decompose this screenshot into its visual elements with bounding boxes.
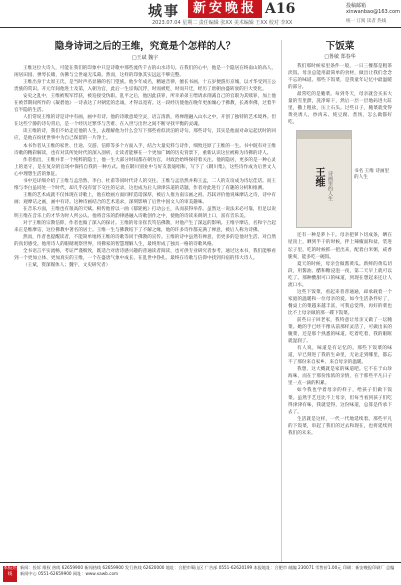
page-footer xyxy=(0,562,401,585)
book-caption: 书名 王维 诗画里的人生 xyxy=(354,169,390,181)
article-paragraph: 本书作者从王维的家世、仕途、交游、信仰等多个方面入手，结合大量史料与诗作，细致还原了王维的一生。书中既有对王维诗歌的精彩解读，也有对其所处时代的深入剖析，让读者能够在一个更加广阔的历史背景下，重新认识这位被称为诗佛的诗人。 xyxy=(14,143,276,156)
article-paragraph: 王维这位大诗人，可能在我们的印象中只是诗歌中那些流传千古的山水诗句。在我们的心中，他是一个隐居在终南山的高人，闲居田园、弹琴长啸，仿佛与尘世毫无瓜葛。然而，这样的印象其实远远不够完整。 xyxy=(14,66,276,79)
article-paragraph: 夏天的时候，母亲会做酱黄瓜。新鲜的黄瓜切段，用酱油、醋和糖浸泡一夜，第二天早上就可以吃了。那种酸甜可口的味道，到现在想起来还让人流口水。 xyxy=(288,261,392,288)
article-paragraph: 如今我也学着母亲的样子，给孩子们做下饭菜。虽然手艺还比不上母亲，但每当看到孩子们吃得津津有味，我就觉得，这份味道，总算是传承下去了。 xyxy=(288,388,392,415)
left-article xyxy=(14,36,276,269)
header-divider xyxy=(0,27,401,28)
article-paragraph: 读王维的诗，我们不妨走近他的人生，去理解他为什么会写下那些看似淡泊的诗句。那些诗句，其实是他面对命运起伏时的回应，是他在纷扰世事中为自己保留的一片净土。 xyxy=(14,129,276,142)
article-paragraph: 王维的艺术成就不仅体现在诗歌上，他在绘画方面同样造诣深厚，被后人推为南宗画之祖。苏轼评价他说味摩诘之诗，诗中有画；观摩诘之画，画中有诗。这种诗画结合的艺术追求，深刻影响了后世中国文人的审美趣味。 xyxy=(14,192,276,205)
article-paragraph: 书中还详细介绍了王维与孟浩然、李白、杜甫等同时代诗人的交往。王维与孟浩然并称王孟，二人的友谊成为诗坛佳话。而王维与李白虽同处一个时代，却几乎没有留下交往的记录，这也成为后人津津乐道的话题。作者对此进行了有趣的分析和推测。 xyxy=(14,178,276,191)
article-paragraph: 我们那时候家里条件一般，一日三餐都是粗茶淡饭。母亲总能用最简单的食材，做出让我们念念不忘的味道。那些下饭菜，是我童年记忆中最温暖的部分。 xyxy=(288,64,392,91)
article-paragraph: 对于王维的宗教信仰，作者也做了深入的探讨。王维的母亲崔氏笃信佛教，对他产生了深远的影响。王维字摩诘，名和字合起来正是维摩诘，这位佛教中著名的居士。王维一生与佛教结下了不解之缘，他的许多诗作都充满了禅意，被后人称为诗佛。 xyxy=(14,221,276,234)
footer-contact-info: 新闻：投诉 维权 热线 62659900 新闻热线 62659900 发行热线 62620000 地址：合肥市蜀山区 广告部 0551-62620199 本报地址：合肥市 邮编 230071 零售价1.00元 印刷：新安晚报印刷厂 总编 新闻中心 0551-62659900 网址：www.xawb.com xyxy=(20,565,395,576)
article-paragraph: 我想，这大概就是家的味道吧。它不在于山珍海味，而在于那份浓浓的亲情，在于那些平凡日子里一点一滴的积累。 xyxy=(288,367,392,387)
article-paragraph: 王维出身于太原王氏，是当时声名显赫的名门望族。他少年成名，精通音律，擅长书画，十五岁便游历京城，以才华受到王公贵族的赏识。开元年间他进士及第，入朝为官，此后一生宦海沉浮，时而被贬，时而升迁，经历了唐朝由盛转衰的巨大变化。 xyxy=(14,80,276,93)
article-paragraph: 人们常说王维的诗是诗中有画，画中有诗。他的诗歌意境空灵，语言清新，将禅理融入山水之中，开创了独特的艺术境界。但在这些宁静的诗句背后，是一个经历过繁华与苦难、在入世与出世之间不断寻找平衡的灵魂。 xyxy=(14,115,276,128)
masthead xyxy=(0,0,401,28)
left-article-byline: □王斌 魏宇 xyxy=(131,55,159,61)
right-article-title: 下饭菜 xyxy=(325,41,355,52)
book-cover-title: 王维 xyxy=(313,167,324,188)
article-paragraph: 这些下饭菜，看起来普普通通，却承载着一个家庭的温暖和一位母亲的爱。如今生活条件好了，餐桌上的菜越来越丰富，可我总觉得，再好的菜也比不上母亲做的那一碟下饭菜。 xyxy=(288,289,392,316)
article-paragraph: 生活就是这样，一代一代地延续着。那些平凡的下饭菜，串起了我们的过去和现在，也将延续到我们的未来。 xyxy=(288,416,392,436)
section-title: 城事 xyxy=(148,4,180,20)
newspaper-logo: 新安晚报 xyxy=(188,0,262,18)
book-cover-image xyxy=(296,130,352,228)
right-article xyxy=(288,36,392,437)
date-line: 2023.07.04 星期二 责任编辑 张XX 美术编辑 王XX 校对 李XX xyxy=(152,20,293,26)
left-article-title: 隐身诗词之后的王维，究竟是个怎样的人？ xyxy=(54,41,236,52)
article-paragraph: 有人说，味道是有记忆的。那些下饭菜的味道，早已刻进了我的生命里，无论走到哪里，都忘不了那份来自家乡、来自母亲的温暖。 xyxy=(288,346,392,366)
article-paragraph: 还有一种是萝卜干。母亲把萝卜切成条，晒在屋顶上，晒到半干的时候，拌上辣椒面和盐，装进坛子里。吃的时候抓一把出来，配着白米粥，咸香脆爽，能多吃一碗饭。 xyxy=(288,233,392,260)
author-note: （王斌，资深媒体人；魏宇，文史研究者） xyxy=(23,263,111,269)
book-cover-subtitle: 诗画里的人生 xyxy=(327,171,333,202)
reader-hotline: 统一 订阅 读者 热线 xyxy=(346,19,387,24)
article-paragraph: 作者指出，王维并非一个纯粹的隐士，他一生大部分时间都在朝为官，对政治始终保持着关注。他的隐居，更多的是一种心灵上的退守，是在复杂的官场中保持自我的一种方式。他在辋川别业中与好友裴迪唱和，写下了《辋川集》，这些诗作成为后世文人心中理想生活的象征。 xyxy=(14,157,276,177)
contact-email: 投稿邮箱 xinwanbao@163.com xyxy=(346,3,400,15)
article-paragraph: 全书语言平实流畅，考证严谨细致，既适合对唐诗感兴趣的普通读者阅读，也可供专业研究者参考。通过这本书，我们能够看到一个更加立体、更加真实的王维，一个在盛唐气象中成长、在乱世中挣扎、最终在诗歌与信仰中找到归宿的伟大诗人。 xyxy=(14,249,276,262)
column-divider xyxy=(281,40,282,562)
book-cover-figure xyxy=(288,128,392,230)
article-paragraph: 在音乐方面，王维也有很高的天赋。相传他曾以一曲《郁轮袍》打动公主，从而获得举荐。虽然这一说法未必可靠，但足以说明王维在音乐上的才华为时人所公认。他将音乐的韵律感融入诗歌创作之中，使他的诗读来朗朗上口，富有音乐美。 xyxy=(14,206,276,219)
article-paragraph: 安史之乱中，王维被叛军俘获，被迫接受伪职。乱平之后，他因此获罪，所幸弟弟王缙请求削减自己的官职为其赎罪，加上他在被俘期间所作的《凝碧池》一诗表达了对朝廷的忠诚，才得以宽宥。这一段经历使他在晚年更加倾心于佛教，长斋奉佛，过着半官半隐的生活。 xyxy=(14,94,276,114)
article-paragraph: 前些日子回老家，我特意让母亲又做了一坛腌菜。她的手已经不像从前那样灵活了，可做出来的腌菜，还是那个熟悉的味道。吃着吃着，我的眼眶就湿润了。 xyxy=(288,317,392,345)
page-number: A16 xyxy=(265,1,296,17)
right-article-byline: □鲁敏 郑春华 xyxy=(324,54,356,60)
book-cover-stripe xyxy=(297,131,351,139)
article-paragraph: 然而，作者也提醒读者，不能简单地将王维的诗歌等同于佛教的宣传。王维的诗中虽然有禅意，但更多的是他对生活、对自然的真切感受。他用诗人的眼睛观察世界，用佛家的智慧理解人生，最终形成了独具一格的诗歌风格。 xyxy=(14,235,276,248)
hotline-badge: 本报热线 xyxy=(3,566,17,582)
article-paragraph: 最常吃的是腌菜。每到冬天，母亲就会买来大量的雪里蕻，洗净晾干，然后一层一层地码进大缸里，撒上粗盐，压上石头。过些日子，腌菜就变得黄亮诱人，炒肉末、炖豆腐、煮汤，怎么做都好吃。 xyxy=(288,92,392,126)
